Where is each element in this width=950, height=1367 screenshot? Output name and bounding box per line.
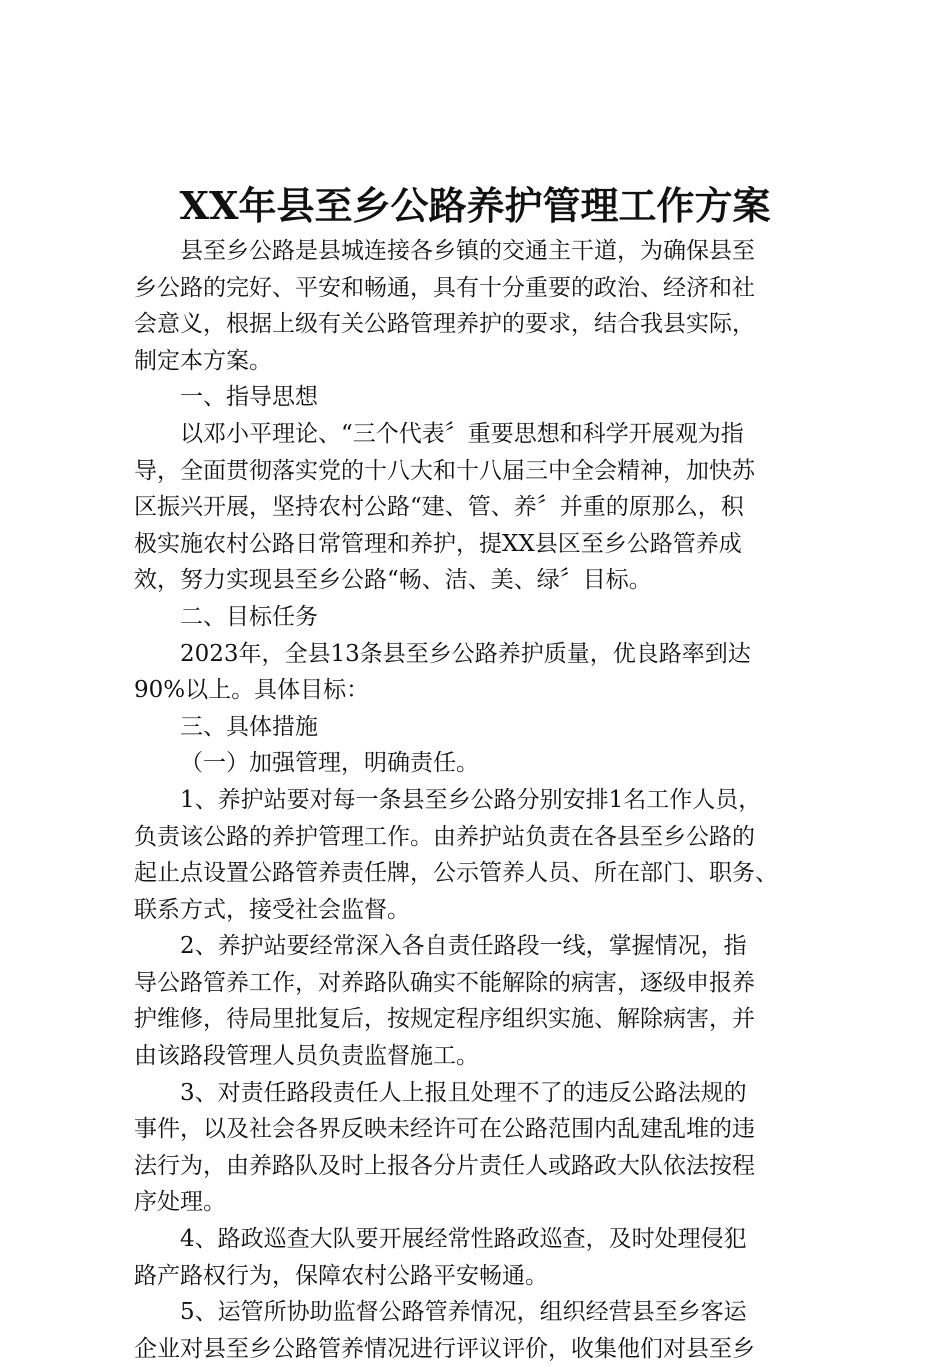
body-line: 县至乡公路是县城连接各乡镇的交通主干道，为确保县至 xyxy=(180,238,755,264)
body-line: 一、指导思想 xyxy=(180,384,318,411)
body-line: 90%以上。具体目标： xyxy=(134,677,370,704)
body-line: 4、路政巡查大队要开展经常性路政巡查，及时处理侵犯 xyxy=(180,1226,747,1253)
body-line: 5、运管所协助监督公路管养情况，组织经营县至乡客运 xyxy=(180,1299,747,1326)
body-line: 导，全面贯彻落实党的十八大和十八届三中全会精神，加快苏 xyxy=(134,457,755,484)
body-line: 护维修，待局里批复后，按规定程序组织实施、解除病害，并 xyxy=(134,1006,755,1033)
body-line: 效，努力实现县至乡公路“畅、洁、美、绿〞目标。 xyxy=(134,567,652,594)
body-line: 三、具体措施 xyxy=(180,713,318,740)
body-line: 序处理。 xyxy=(134,1189,226,1216)
document-body xyxy=(134,233,824,1367)
body-line: （一）加强管理，明确责任。 xyxy=(180,750,479,777)
body-line: 事件，以及社会各界反映未经许可在公路范围内乱建乱堆的违 xyxy=(134,1116,755,1143)
body-line: 以邓小平理论、“三个代表〞重要思想和科学开展观为指 xyxy=(180,420,744,447)
body-line: 负责该公路的养护管理工作。由养护站负责在各县至乡公路的 xyxy=(134,823,755,850)
body-line: 区振兴开展，坚持农村公路“建、管、养〞并重的原那么，积 xyxy=(134,494,744,521)
body-line: 2、养护站要经常深入各自责任路段一线，掌握情况，指 xyxy=(180,933,747,960)
body-line: 起止点设置公路管养责任牌，公示管养人员、所在部门、职务、 xyxy=(134,860,778,887)
body-line: 法行为，由养路队及时上报各分片责任人或路政大队依法按程 xyxy=(134,1152,755,1179)
body-line: 会意义，根据上级有关公路管理养护的要求，结合我县实际， xyxy=(134,311,755,338)
body-line: 1、养护站要对每一条县至乡公路分别安排1名工作人员， xyxy=(180,786,762,813)
body-line: 企业对县至乡公路管养情况进行评议评价，收集他们对县至乡 xyxy=(134,1335,755,1362)
body-line: 二、目标任务 xyxy=(180,603,318,630)
body-line: 路产路权行为，保障农村公路平安畅通。 xyxy=(134,1262,548,1289)
body-line: 极实施农村公路日常管理和养护，提XX县区至乡公路管养成 xyxy=(134,530,742,557)
body-line: 导公路管养工作，对养路队确实不能解除的病害，逐级申报养 xyxy=(134,969,755,996)
body-line: 制定本方案。 xyxy=(134,347,272,374)
body-line: 由该路段管理人员负责监督施工。 xyxy=(134,1043,479,1070)
document-title: XX年县至乡公路养护管理工作方案 xyxy=(179,183,771,228)
body-line: 3、对责任路段责任人上报且处理不了的违反公路法规的 xyxy=(180,1079,747,1106)
body-line: 联系方式，接受社会监督。 xyxy=(134,896,410,923)
body-line: 乡公路的完好、平安和畅通，具有十分重要的政治、经济和社 xyxy=(134,274,755,301)
body-line: 2023年，全县13条县至乡公路养护质量，优良路率到达 xyxy=(180,640,751,667)
